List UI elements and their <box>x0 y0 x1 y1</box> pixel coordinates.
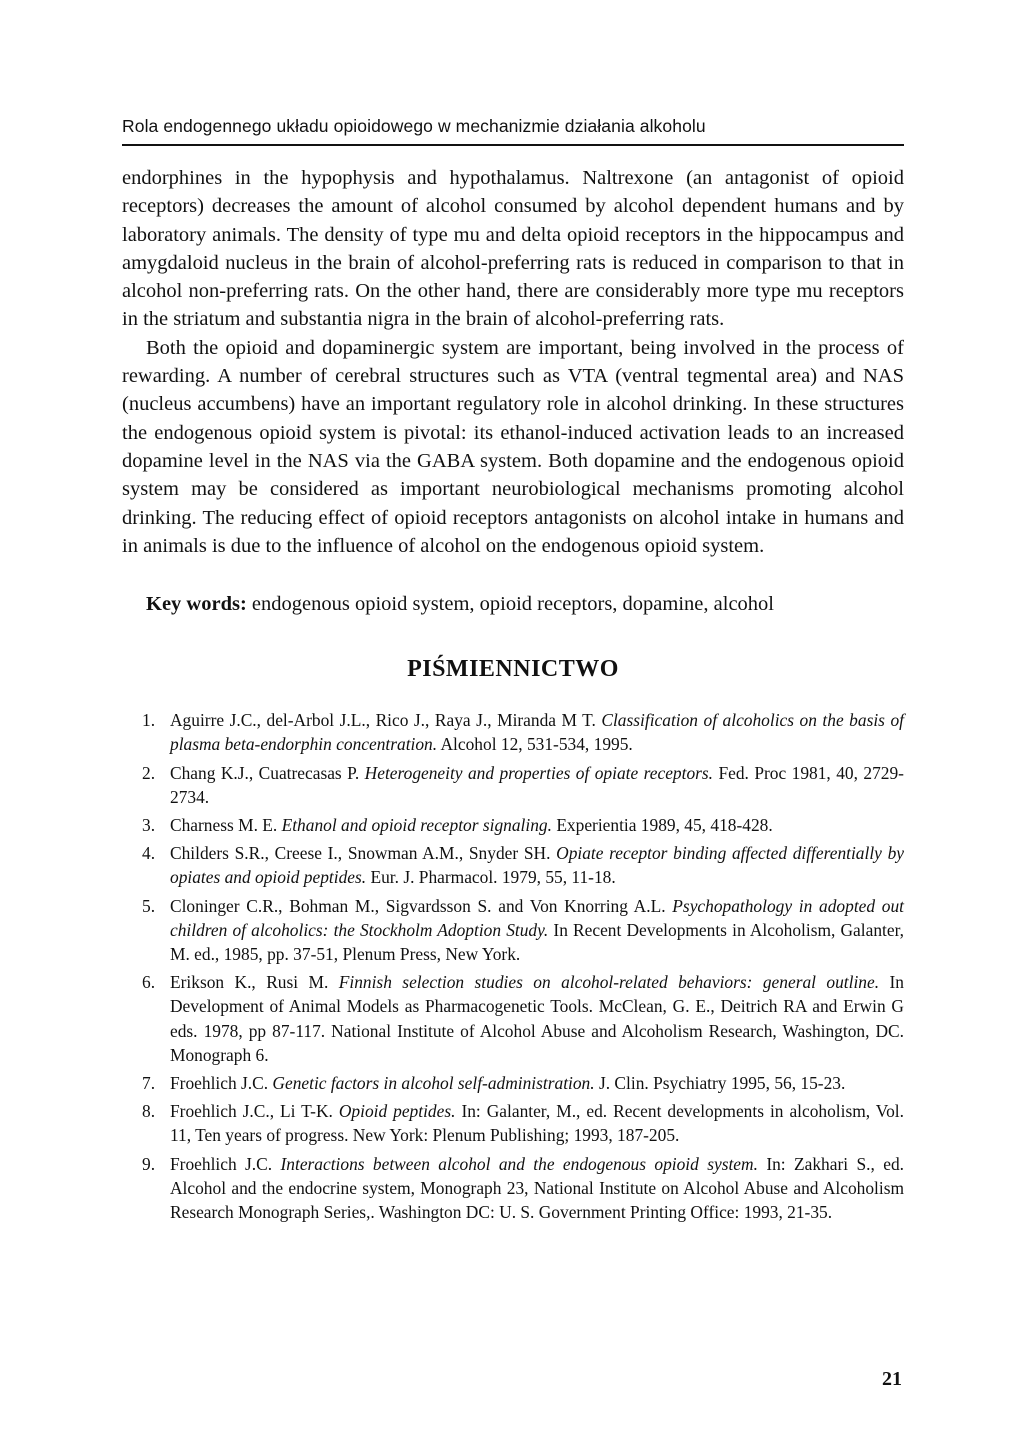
reference-source: Fed. Proc 1981, 40, 2729-2734. <box>170 762 904 807</box>
reference-source: In: Galanter, M., ed. Recent developments in alcoholism, Vol. 11, Ten years of progress. New York: Plenum Publishing; 1993, 187-205. <box>170 1101 904 1146</box>
reference-authors: Aguirre J.C., del-Arbol J.L., Rico J., Raya J., Miranda M T. <box>170 710 596 731</box>
reference-number: 5. <box>142 895 156 916</box>
reference-item <box>122 1071 904 1095</box>
abstract-text <box>122 164 904 560</box>
page-body <box>122 112 904 1228</box>
keywords <box>122 590 904 618</box>
references-heading: PIŚMIENNICTWO <box>407 656 619 683</box>
reference-authors: Childers S.R., Creese I., Snowman A.M., Snyder SH. <box>170 843 551 864</box>
reference-title: Interactions between alcohol and the endogenous opioid system. <box>280 1153 758 1174</box>
reference-source: Eur. J. Pharmacol. 1979, 55, 11-18. <box>370 867 616 888</box>
reference-item <box>122 970 904 1067</box>
reference-item <box>122 1152 904 1225</box>
reference-number: 8. <box>142 1101 156 1122</box>
reference-title: Finnish selection studies on alcohol-related behaviors: general outline. <box>338 972 880 993</box>
reference-source: J. Clin. Psychiatry 1995, 56, 15-23. <box>598 1073 846 1093</box>
reference-source: In Recent Developments in Alcoholism, Galanter, M. ed., 1985, pp. 37-51, Plenum Press, New York. <box>170 919 905 964</box>
reference-title: Opiate receptor binding affected differentially by opiates and opioid peptides. <box>170 843 904 888</box>
reference-authors: Froehlich J.C. <box>170 1073 269 1093</box>
reference-number: 1. <box>142 710 156 731</box>
reference-authors: Chang K.J., Cuatrecasas P. <box>170 762 360 783</box>
reference-number: 2. <box>142 762 156 783</box>
reference-authors: Erikson K., Rusi M. <box>170 972 329 993</box>
page-number: 21 <box>882 1368 902 1390</box>
reference-title: Genetic factors in alcohol self-administration. <box>272 1073 595 1093</box>
reference-title: Classification of alcoholics on the basis of plasma beta-endorphin concentration. <box>170 710 904 755</box>
reference-source: In Development of Animal Models as Pharmacogenetic Tools. McClean, G. E., Deitrich RA and Erwin G eds. 1978, pp 87-117. National Institute of Alcohol Abuse and Alcoholism Research, Washington, DC. Monograph 6. <box>170 972 904 1065</box>
running-header: Rola endogennego układu opioidowego w mechanizmie działania alkoholu <box>122 112 904 146</box>
reference-title: Opioid peptides. <box>338 1101 456 1122</box>
reference-number: 4. <box>142 843 156 864</box>
reference-number: 7. <box>142 1073 156 1093</box>
keywords-label: Key words: <box>146 593 247 616</box>
reference-title: Ethanol and opioid receptor signaling. <box>281 814 552 835</box>
reference-source: Alcohol 12, 531-534, 1995. <box>440 734 633 755</box>
reference-item <box>122 708 904 756</box>
reference-item <box>122 813 904 837</box>
reference-authors: Froehlich J.C., Li T-K. <box>170 1101 333 1122</box>
reference-number: 3. <box>142 814 156 835</box>
reference-item <box>122 761 904 809</box>
reference-source: In: Zakhari S., ed. Alcohol and the endocrine system, Monograph 23, National Institute on Alcohol Abuse and Alcoholism Research Monograph Series,. Washington DC: U. S. Government Printing Office: 1993, 21-35. <box>170 1153 904 1223</box>
reference-authors: Charness M. E. <box>170 814 278 835</box>
reference-authors: Froehlich J.C. <box>170 1153 273 1174</box>
reference-number: 9. <box>142 1153 156 1174</box>
reference-title: Psychopathology in adopted out children of alcoholics: the Stockholm Adoption Study. <box>170 895 904 940</box>
abstract-paragraph: endorphines in the hypophysis and hypothalamus. Naltrexone (an antagonist of opioid receptors) decreases the amount of alcohol consumed by alcohol dependent humans and by laboratory animals. The density of type mu and delta opioid receptors in the hippocampus and amygdaloid nucleus in the brain of alcohol-preferring rats is reduced in comparison to that in alcohol non-preferring rats. On the other hand, there are considerably more type mu receptors in the striatum and substantia nigra in the brain of alcohol-preferring rats. <box>122 167 904 331</box>
abstract-paragraph: Both the opioid and dopaminergic system are important, being involved in the process of rewarding. A number of cerebral structures such as VTA (ventral tegmental area) and NAS (nucleus accumbens) have an important regulatory role in alcohol drinking. In these structures the endogenous opioid system is pivotal: its ethanol-induced activation leads to an increased dopamine level in the NAS via the GABA system. Both dopamine and the endogenous opioid system may be considered as important neurobiological mechanisms promoting alcohol drinking. The reducing effect of opioid receptors antagonists on alcohol intake in humans and in animals is due to the influence of alcohol on the endogenous opioid system. <box>122 336 904 557</box>
keywords-text: endogenous opioid system, opioid receptors, dopamine, alcohol <box>251 593 774 616</box>
reference-number: 6. <box>142 972 156 993</box>
reference-source: Experientia 1989, 45, 418-428. <box>556 814 773 835</box>
reference-item <box>122 1099 904 1147</box>
reference-item <box>122 841 904 889</box>
reference-title: Heterogeneity and properties of opiate receptors. <box>364 762 714 783</box>
reference-item <box>122 894 904 967</box>
reference-authors: Cloninger C.R., Bohman M., Sigvardsson S. and Von Knorring A.L. <box>170 895 666 916</box>
reference-list <box>122 708 904 1224</box>
